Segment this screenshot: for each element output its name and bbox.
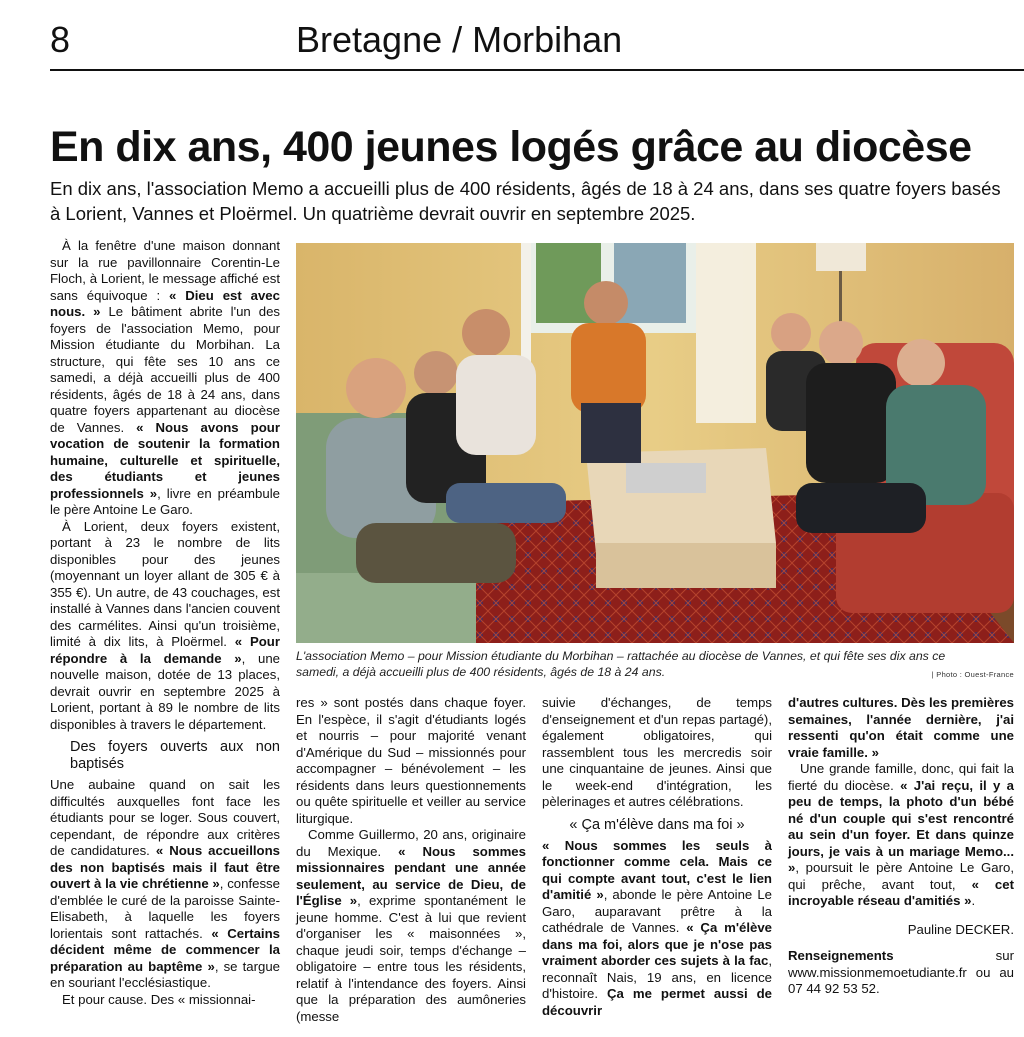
article-photo xyxy=(296,243,1014,643)
info-box: Renseignements sur www.missionmemoetudiante.fr ou au 07 44 92 53 52. xyxy=(788,948,1014,996)
photo-caption: L'association Memo – pour Mission étudiante du Morbihan – rattachée au diocèse de Vannes, et qui fête ses dix ans ce samedi, a déjà accueilli plus de 400 résidents, âgés de 18 à 24 ans. xyxy=(296,649,946,679)
photo-credit: | Photo : Ouest-France xyxy=(931,670,1014,679)
paragraph: À la fenêtre d'une maison donnant sur la rue pavillonnaire Corentin-Le Floch, à Lorient, le message affiché est sans équivoque : « Dieu est avec nous. » Le bâtiment abrite l'un des foyers de l'association Memo, pour Mission étudiante du Morbihan. La structure, qui fête ses 10 ans ce samedi, a déjà accueilli plus de 400 résidents, âgés de 18 à 24 ans, dans quatre foyers appartenant au diocèse de Vannes. « Nous avons pour vocation de soutenir la formation humaine, culturelle et spirituelle, des étudiants et jeunes professionnels », livre en préambule le père Antoine Le Garo. xyxy=(50,238,280,517)
paragraph: Et pour cause. Des « missionnai- xyxy=(62,991,256,1007)
paragraph: Comme Guillermo, 20 ans, originaire du Mexique. « Nous sommes missionnaires pendant une année seulement, au service de Dieu, de l'Église », exprime spontanément le jeune homme. C'est à lui que revient d'organiser les « maisonnées », chaque jeudi soir, temps d'échange – obligatoire – entre tous les résidents, relatif à l'intendance des foyers. Ainsi que la préparation des aumôneries (messe xyxy=(296,827,526,1024)
section-title: Bretagne / Morbihan xyxy=(296,19,623,60)
standfirst: En dix ans, l'association Memo a accueilli plus de 400 résidents, âgés de 18 à 24 ans, dans ses quatre foyers basés à Lorient, Vannes et Ploërmel. Un quatrième devrait ouvrir en septembre 2025. xyxy=(50,178,1001,224)
headline: En dix ans, 400 jeunes logés grâce au diocèse xyxy=(50,123,972,171)
header-rule xyxy=(50,69,1024,71)
paragraph: res » sont postés dans chaque foyer. En l'espèce, il s'agit d'étudiants logés et nourris – pour majorité venant d'Amérique du Sud – missionnés pour accompagner – bénévolement – les résidents dans leurs questionnements ou quête spirituelle et veiller au service liturgique. xyxy=(296,695,526,826)
author-signature: Pauline DECKER. xyxy=(907,921,1014,937)
paragraph: À Lorient, deux foyers existent, portant à 23 le nombre de lits disponibles pour des jeunes (moyennant un loyer allant de 305 € à 355 €). Un autre, de 43 couchages, est installé à Vannes dans l'ancien couvent des carmélites. Ainsi qu'un troisième, limité à dix lits, à Ploërmel. « Pour répondre à la demande », une nouvelle maison, dotée de 13 places, devrait ouvrir en septembre 2025 à Lorient, portant à 89 le nombre de lits disponibles à travers le département. xyxy=(50,518,280,732)
paragraph: d'autres cultures. Dès les premières semaines, l'année dernière, j'ai ressenti qu'on était comme une vraie famille. » xyxy=(788,695,1014,760)
photo-illustration xyxy=(296,243,1014,643)
article-column-3 xyxy=(542,695,772,1019)
subheading: « Ça m'élève dans ma foi » xyxy=(569,816,745,833)
page-number: 8 xyxy=(50,19,71,60)
article-column-1 xyxy=(50,238,280,1008)
paragraph: Une aubaine quand on sait les difficultés auxquelles font face les étudiants pour se loger. Sous couvert, cependant, de répondre aux critères de candidatures. « Nous accueillons des non baptisés mais il faut être ouvert à la vie chrétienne », confesse d'emblée le curé de la paroisse Sainte-Elisabeth, à laquelle les foyers lorientais sont rattachés. « Certains décident même de commencer la préparation au baptême », se targue en souriant l'ecclésiastique. xyxy=(50,777,280,990)
article-column-4 xyxy=(788,695,1014,998)
paragraph: « Nous sommes les seuls à fonctionner comme cela. Mais ce qui compte avant tout, c'est le lien d'amitié », abonde le père Antoine Le Garo, auparavant prêtre à la cathédrale de Vannes. « Ça m'élève dans ma foi, alors que je n'ose pas vraiment aborder ces sujets à la fac, reconnaît Nais, 19 ans, en licence d'histoire. Ça me permet aussi de découvrir xyxy=(542,837,772,1018)
paragraph: Une grande famille, donc, qui fait la fierté du diocèse. « J'ai reçu, il y a peu de temps, la photo d'un bébé né d'un couple qui s'est rencontré au sein d'un foyer. Et dans quinze jours, je vais à un mariage Memo... », poursuit le père Antoine Le Garo, qui prêche, avant tout, « cet incroyable réseau d'amitiés ». xyxy=(788,761,1014,908)
paragraph: suivie d'échanges, de temps d'enseignement et d'un repas partagé), également obligatoires, qui rassemblent tous les mercredis soir une cinquantaine de jeunes. Ainsi que le week-end d'intégration, les pèlerinages et autres célébrations. xyxy=(542,695,772,809)
article-column-2 xyxy=(296,695,526,1025)
subheading: Des foyers ouverts aux non baptisés xyxy=(70,739,280,772)
page-header xyxy=(0,0,1024,70)
